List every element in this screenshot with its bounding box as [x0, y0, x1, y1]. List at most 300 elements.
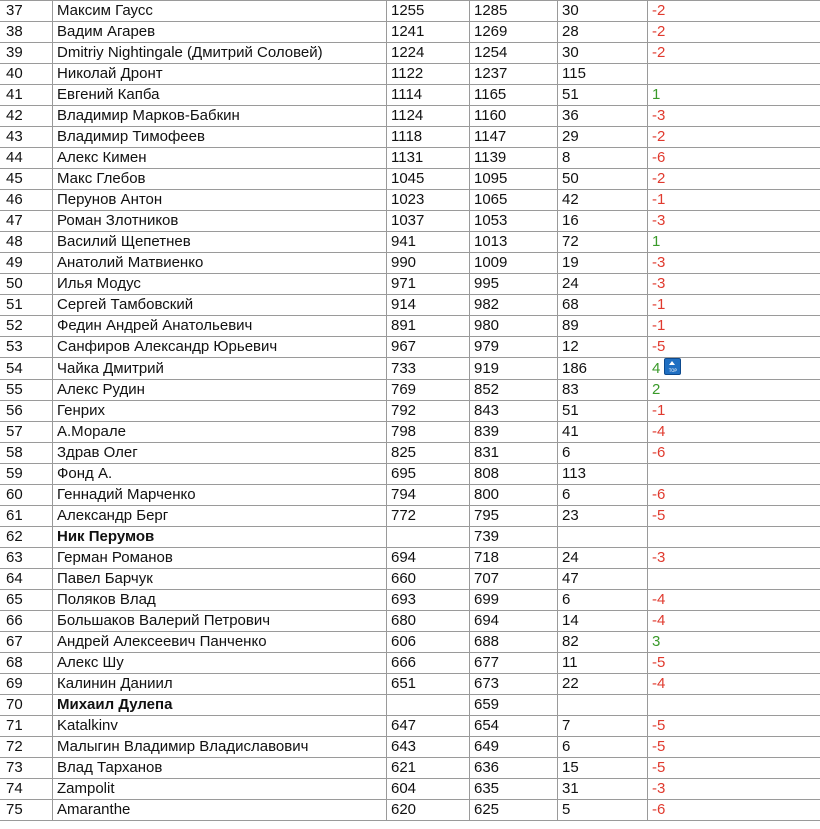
- previous-value-cell: 1131: [387, 148, 470, 169]
- current-value-cell: 636: [470, 758, 558, 779]
- previous-value-cell: 1122: [387, 64, 470, 85]
- rank-cell: 70: [0, 695, 53, 716]
- previous-value-cell: 606: [387, 632, 470, 653]
- author-name-cell: Макс Глебов: [53, 169, 387, 190]
- previous-value-cell: 967: [387, 337, 470, 358]
- position-change-cell: [648, 64, 820, 85]
- table-row: [0, 22, 820, 43]
- author-name-cell: Михаил Дулепа: [53, 695, 387, 716]
- growth-cell: 16: [558, 211, 648, 232]
- current-value-cell: 673: [470, 674, 558, 695]
- table-row: [0, 674, 820, 695]
- previous-value-cell: 693: [387, 590, 470, 611]
- previous-value-cell: 1045: [387, 169, 470, 190]
- author-name-cell: Алекс Шу: [53, 653, 387, 674]
- author-name-cell: Геннадий Марченко: [53, 485, 387, 506]
- rank-cell: 38: [0, 22, 53, 43]
- previous-value-cell: 825: [387, 443, 470, 464]
- growth-cell: 22: [558, 674, 648, 695]
- position-change-cell: [648, 127, 820, 148]
- rank-cell: 48: [0, 232, 53, 253]
- current-value-cell: 979: [470, 337, 558, 358]
- table-row: [0, 253, 820, 274]
- growth-cell: 186: [558, 358, 648, 380]
- author-name-cell: Алекс Рудин: [53, 380, 387, 401]
- author-name-cell: Здрав Олег: [53, 443, 387, 464]
- rank-cell: 46: [0, 190, 53, 211]
- position-change-cell: [648, 800, 820, 821]
- author-name-cell: Ник Перумов: [53, 527, 387, 548]
- rank-cell: 54: [0, 358, 53, 380]
- change-value: -4: [652, 591, 666, 608]
- previous-value-cell: 971: [387, 274, 470, 295]
- current-value-cell: 1053: [470, 211, 558, 232]
- table-row: [0, 211, 820, 232]
- growth-cell: 83: [558, 380, 648, 401]
- position-change-cell: [648, 485, 820, 506]
- rank-cell: 68: [0, 653, 53, 674]
- table-row: [0, 43, 820, 64]
- change-value: -6: [652, 801, 666, 818]
- growth-cell: 30: [558, 43, 648, 64]
- current-value-cell: 699: [470, 590, 558, 611]
- change-value: -4: [652, 612, 666, 629]
- table-row: [0, 316, 820, 337]
- rank-cell: 72: [0, 737, 53, 758]
- table-row: [0, 148, 820, 169]
- table-row: [0, 337, 820, 358]
- current-value-cell: 718: [470, 548, 558, 569]
- growth-cell: 6: [558, 590, 648, 611]
- author-name-cell: Владимир Тимофеев: [53, 127, 387, 148]
- current-value-cell: 839: [470, 422, 558, 443]
- growth-cell: 12: [558, 337, 648, 358]
- table-row: [0, 169, 820, 190]
- growth-cell: [558, 527, 648, 548]
- change-value: -4: [652, 423, 666, 440]
- change-value: -2: [652, 128, 666, 145]
- current-value-cell: 982: [470, 295, 558, 316]
- growth-cell: 113: [558, 464, 648, 485]
- position-change-cell: [648, 43, 820, 64]
- position-change-cell: [648, 464, 820, 485]
- current-value-cell: 831: [470, 443, 558, 464]
- position-change-cell: [648, 211, 820, 232]
- growth-cell: 6: [558, 485, 648, 506]
- author-name-cell: Katalkinv: [53, 716, 387, 737]
- position-change-cell: [648, 253, 820, 274]
- previous-value-cell: 680: [387, 611, 470, 632]
- table-row: [0, 527, 820, 548]
- rank-cell: 60: [0, 485, 53, 506]
- previous-value-cell: [387, 695, 470, 716]
- rank-cell: 42: [0, 106, 53, 127]
- change-value: -6: [652, 444, 666, 461]
- current-value-cell: 1147: [470, 127, 558, 148]
- previous-value-cell: 891: [387, 316, 470, 337]
- previous-value-cell: 772: [387, 506, 470, 527]
- change-value: -3: [652, 549, 666, 566]
- rank-cell: 49: [0, 253, 53, 274]
- growth-cell: 24: [558, 548, 648, 569]
- previous-value-cell: 666: [387, 653, 470, 674]
- author-name-cell: Генрих: [53, 401, 387, 422]
- table-row: [0, 1, 820, 22]
- growth-cell: 6: [558, 737, 648, 758]
- current-value-cell: 694: [470, 611, 558, 632]
- change-value: 2: [652, 381, 661, 398]
- growth-cell: 24: [558, 274, 648, 295]
- position-change-cell: [648, 548, 820, 569]
- table-row: [0, 422, 820, 443]
- current-value-cell: 1254: [470, 43, 558, 64]
- rank-cell: 71: [0, 716, 53, 737]
- author-name-cell: Фонд А.: [53, 464, 387, 485]
- table-row: [0, 779, 820, 800]
- table-row: [0, 358, 820, 380]
- position-change-cell: [648, 758, 820, 779]
- change-value: -1: [652, 402, 666, 419]
- position-change-cell: [648, 22, 820, 43]
- change-value: -5: [652, 738, 666, 755]
- position-change-cell: [648, 1, 820, 22]
- table-row: [0, 758, 820, 779]
- change-value: -6: [652, 149, 666, 166]
- position-change-cell: [648, 716, 820, 737]
- growth-cell: 36: [558, 106, 648, 127]
- table-row: [0, 611, 820, 632]
- rank-cell: 44: [0, 148, 53, 169]
- growth-cell: 31: [558, 779, 648, 800]
- position-change-cell: [648, 274, 820, 295]
- change-value: -2: [652, 2, 666, 19]
- position-change-cell: [648, 590, 820, 611]
- author-name-cell: Влад Тарханов: [53, 758, 387, 779]
- position-change-cell: [648, 295, 820, 316]
- growth-cell: [558, 695, 648, 716]
- growth-cell: 15: [558, 758, 648, 779]
- table-row: [0, 464, 820, 485]
- previous-value-cell: 1255: [387, 1, 470, 22]
- previous-value-cell: 794: [387, 485, 470, 506]
- author-name-cell: Большаков Валерий Петрович: [53, 611, 387, 632]
- table-row: [0, 569, 820, 590]
- current-value-cell: 1269: [470, 22, 558, 43]
- table-row: [0, 737, 820, 758]
- growth-cell: 23: [558, 506, 648, 527]
- author-name-cell: Zampolit: [53, 779, 387, 800]
- growth-cell: 28: [558, 22, 648, 43]
- current-value-cell: 1013: [470, 232, 558, 253]
- position-change-cell: [648, 632, 820, 653]
- change-value: -5: [652, 717, 666, 734]
- position-change-cell: [648, 527, 820, 548]
- previous-value-cell: 990: [387, 253, 470, 274]
- current-value-cell: 677: [470, 653, 558, 674]
- rank-cell: 52: [0, 316, 53, 337]
- previous-value-cell: [387, 527, 470, 548]
- rank-cell: 40: [0, 64, 53, 85]
- author-name-cell: Поляков Влад: [53, 590, 387, 611]
- table-row: [0, 85, 820, 106]
- rank-cell: 58: [0, 443, 53, 464]
- author-name-cell: Илья Модус: [53, 274, 387, 295]
- change-value: 1: [652, 233, 661, 250]
- rank-cell: 59: [0, 464, 53, 485]
- position-change-cell: [648, 232, 820, 253]
- change-value: -3: [652, 107, 666, 124]
- current-value-cell: 1095: [470, 169, 558, 190]
- current-value-cell: 739: [470, 527, 558, 548]
- author-name-cell: Вадим Агарев: [53, 22, 387, 43]
- previous-value-cell: 694: [387, 548, 470, 569]
- previous-value-cell: 643: [387, 737, 470, 758]
- rank-cell: 75: [0, 800, 53, 821]
- rank-cell: 73: [0, 758, 53, 779]
- change-value: 3: [652, 633, 661, 650]
- current-value-cell: 625: [470, 800, 558, 821]
- growth-cell: 89: [558, 316, 648, 337]
- table-row: [0, 274, 820, 295]
- position-change-cell: [648, 85, 820, 106]
- rank-cell: 64: [0, 569, 53, 590]
- author-name-cell: Перунов Антон: [53, 190, 387, 211]
- rank-cell: 62: [0, 527, 53, 548]
- growth-cell: 19: [558, 253, 648, 274]
- rank-cell: 65: [0, 590, 53, 611]
- position-change-cell: [648, 106, 820, 127]
- current-value-cell: 635: [470, 779, 558, 800]
- growth-cell: 68: [558, 295, 648, 316]
- change-value: -3: [652, 275, 666, 292]
- change-value: -3: [652, 212, 666, 229]
- previous-value-cell: 1037: [387, 211, 470, 232]
- table-row: [0, 190, 820, 211]
- previous-value-cell: 798: [387, 422, 470, 443]
- table-row: [0, 695, 820, 716]
- table-row: [0, 106, 820, 127]
- current-value-cell: 1009: [470, 253, 558, 274]
- author-name-cell: Санфиров Александр Юрьевич: [53, 337, 387, 358]
- growth-cell: 7: [558, 716, 648, 737]
- current-value-cell: 843: [470, 401, 558, 422]
- previous-value-cell: 660: [387, 569, 470, 590]
- table-row: [0, 64, 820, 85]
- growth-cell: 8: [558, 148, 648, 169]
- change-value: -2: [652, 23, 666, 40]
- position-change-cell: [648, 401, 820, 422]
- current-value-cell: 1065: [470, 190, 558, 211]
- previous-value-cell: 792: [387, 401, 470, 422]
- author-name-cell: Роман Злотников: [53, 211, 387, 232]
- author-name-cell: Евгений Капба: [53, 85, 387, 106]
- author-name-cell: Федин Андрей Анатольевич: [53, 316, 387, 337]
- rank-cell: 45: [0, 169, 53, 190]
- previous-value-cell: 1114: [387, 85, 470, 106]
- author-name-cell: Василий Щепетнев: [53, 232, 387, 253]
- change-value: -5: [652, 507, 666, 524]
- author-name-cell: Dmitriy Nightingale (Дмитрий Соловей): [53, 43, 387, 64]
- previous-value-cell: 621: [387, 758, 470, 779]
- table-row: [0, 653, 820, 674]
- previous-value-cell: 914: [387, 295, 470, 316]
- growth-cell: 51: [558, 401, 648, 422]
- rank-cell: 51: [0, 295, 53, 316]
- previous-value-cell: 604: [387, 779, 470, 800]
- position-change-cell: [648, 737, 820, 758]
- current-value-cell: 1237: [470, 64, 558, 85]
- previous-value-cell: 769: [387, 380, 470, 401]
- rank-cell: 56: [0, 401, 53, 422]
- growth-cell: 29: [558, 127, 648, 148]
- change-value: -2: [652, 170, 666, 187]
- previous-value-cell: 1241: [387, 22, 470, 43]
- table-row: [0, 590, 820, 611]
- change-value: -4: [652, 675, 666, 692]
- current-value-cell: 1285: [470, 1, 558, 22]
- author-name-cell: Малыгин Владимир Владиславович: [53, 737, 387, 758]
- rank-cell: 67: [0, 632, 53, 653]
- growth-cell: 82: [558, 632, 648, 653]
- growth-cell: 5: [558, 800, 648, 821]
- position-change-cell: [648, 316, 820, 337]
- author-name-cell: Анатолий Матвиенко: [53, 253, 387, 274]
- rank-cell: 61: [0, 506, 53, 527]
- position-change-cell: [648, 169, 820, 190]
- table-row: [0, 716, 820, 737]
- growth-cell: 11: [558, 653, 648, 674]
- current-value-cell: 649: [470, 737, 558, 758]
- rank-cell: 55: [0, 380, 53, 401]
- position-change-cell: [648, 674, 820, 695]
- growth-cell: 6: [558, 443, 648, 464]
- current-value-cell: 654: [470, 716, 558, 737]
- author-name-cell: Алекс Кимен: [53, 148, 387, 169]
- previous-value-cell: 651: [387, 674, 470, 695]
- growth-cell: 51: [558, 85, 648, 106]
- table-row: [0, 295, 820, 316]
- change-value: -1: [652, 191, 666, 208]
- growth-cell: 14: [558, 611, 648, 632]
- author-name-cell: Герман Романов: [53, 548, 387, 569]
- author-name-cell: Amaranthe: [53, 800, 387, 821]
- rank-cell: 57: [0, 422, 53, 443]
- rank-cell: 50: [0, 274, 53, 295]
- change-value: -6: [652, 486, 666, 503]
- table-row: [0, 485, 820, 506]
- current-value-cell: 659: [470, 695, 558, 716]
- position-change-cell: [648, 337, 820, 358]
- previous-value-cell: 1224: [387, 43, 470, 64]
- position-change-cell: [648, 422, 820, 443]
- change-value: -5: [652, 338, 666, 355]
- current-value-cell: 1160: [470, 106, 558, 127]
- rank-cell: 74: [0, 779, 53, 800]
- position-change-cell: [648, 611, 820, 632]
- position-change-cell: [648, 190, 820, 211]
- table-row: [0, 632, 820, 653]
- current-value-cell: 919: [470, 358, 558, 380]
- change-value: -1: [652, 296, 666, 313]
- rank-cell: 37: [0, 1, 53, 22]
- change-value: 1: [652, 86, 661, 103]
- table-row: [0, 548, 820, 569]
- rank-cell: 41: [0, 85, 53, 106]
- position-change-cell: [648, 358, 820, 380]
- growth-cell: 115: [558, 64, 648, 85]
- top-icon[interactable]: [664, 358, 681, 375]
- change-value: -1: [652, 317, 666, 334]
- table-row: [0, 443, 820, 464]
- change-value: -3: [652, 780, 666, 797]
- current-value-cell: 852: [470, 380, 558, 401]
- table-row: [0, 506, 820, 527]
- position-change-cell: [648, 506, 820, 527]
- growth-cell: 47: [558, 569, 648, 590]
- growth-cell: 41: [558, 422, 648, 443]
- rank-cell: 53: [0, 337, 53, 358]
- rank-cell: 66: [0, 611, 53, 632]
- change-value: 4: [652, 360, 661, 377]
- change-value: -3: [652, 254, 666, 271]
- current-value-cell: 795: [470, 506, 558, 527]
- table-row: [0, 380, 820, 401]
- rank-cell: 69: [0, 674, 53, 695]
- position-change-cell: [648, 443, 820, 464]
- rank-cell: 43: [0, 127, 53, 148]
- previous-value-cell: 941: [387, 232, 470, 253]
- change-value: -5: [652, 654, 666, 671]
- growth-cell: 50: [558, 169, 648, 190]
- author-name-cell: Владимир Марков-Бабкин: [53, 106, 387, 127]
- growth-cell: 72: [558, 232, 648, 253]
- previous-value-cell: 1023: [387, 190, 470, 211]
- position-change-cell: [648, 653, 820, 674]
- rank-cell: 39: [0, 43, 53, 64]
- author-name-cell: Калинин Даниил: [53, 674, 387, 695]
- rank-cell: 63: [0, 548, 53, 569]
- previous-value-cell: 620: [387, 800, 470, 821]
- author-name-cell: Чайка Дмитрий: [53, 358, 387, 380]
- current-value-cell: 808: [470, 464, 558, 485]
- author-name-cell: Николай Дронт: [53, 64, 387, 85]
- previous-value-cell: 695: [387, 464, 470, 485]
- change-value: -2: [652, 44, 666, 61]
- current-value-cell: 800: [470, 485, 558, 506]
- previous-value-cell: 733: [387, 358, 470, 380]
- growth-cell: 42: [558, 190, 648, 211]
- author-name-cell: Максим Гаусс: [53, 1, 387, 22]
- position-change-cell: [648, 695, 820, 716]
- previous-value-cell: 647: [387, 716, 470, 737]
- growth-cell: 30: [558, 1, 648, 22]
- table-row: [0, 127, 820, 148]
- current-value-cell: 980: [470, 316, 558, 337]
- table-row: [0, 232, 820, 253]
- previous-value-cell: 1124: [387, 106, 470, 127]
- author-name-cell: Сергей Тамбовский: [53, 295, 387, 316]
- current-value-cell: 688: [470, 632, 558, 653]
- author-name-cell: Павел Барчук: [53, 569, 387, 590]
- current-value-cell: 995: [470, 274, 558, 295]
- author-name-cell: А.Морале: [53, 422, 387, 443]
- position-change-cell: [648, 380, 820, 401]
- position-change-cell: [648, 148, 820, 169]
- author-name-cell: Александр Берг: [53, 506, 387, 527]
- change-value: -5: [652, 759, 666, 776]
- current-value-cell: 1165: [470, 85, 558, 106]
- position-change-cell: [648, 779, 820, 800]
